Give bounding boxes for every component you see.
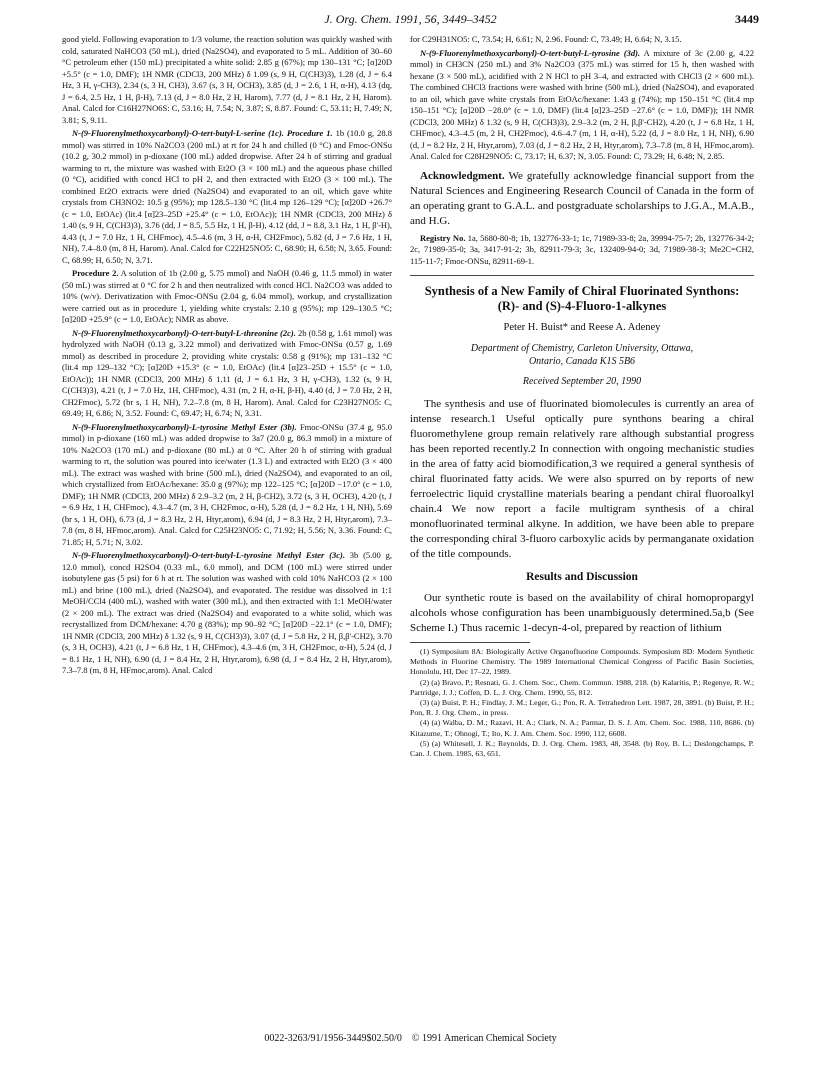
compound-heading: N-(9-Fluorenylmethoxycarbonyl)-O-tert-butyl-L-tyrosine (3d). [420,47,641,58]
paragraph [62,268,392,326]
results-paragraph: Our synthetic route is based on the availability of chiral homopropargyl alcohols whose configuration has been unambiguously determined.5a,b (See Scheme I.) Thus racemic 1-decyn-4-ol, prepared by reaction of lithium [410,592,754,634]
article-authors: Peter H. Buist* and Reese A. Adeney [503,322,661,333]
right-column [410,34,754,1016]
registry-heading: Registry No. [420,232,466,243]
article-divider [410,275,754,276]
left-column [62,34,392,1016]
page-number: 3449 [735,12,759,26]
references-list [410,647,754,759]
compound-heading: N-(9-Fluorenylmethoxycarbonyl)-L-tyrosine Methyl Ester (3b). [72,421,297,432]
compound-heading: N-(9-Fluorenylmethoxycarbonyl)-O-tert-butyl-L-threonine (2c). [72,327,296,338]
acknowledgment [410,169,754,229]
paragraph-text: Fmoc-ONSu (37.4 g, 95.0 mmol) in p-dioxane (160 mL) was added dropwise to 3a7 (20.0 g, 86.3 mmol) in a mixture of 10% Na2CO3 (170 mL) and p-dioxane (80 mL) at 0 °C. After 20 h of stirring with gradual warming to rt, the solution was poured into ice/water (1.3 L) and extracted with Et2O (3 × 400 mL). The extract was washed with brine (500 mL), dried (Na2SO4), and evaporated to an oil, which crystallized from EtOAc/hexane: 35.0 g (97%); mp 122–125 °C; [α]20D −17.0° (c = 1.0, DMF); 1H NMR (CDCl3, 200 MHz) δ 2.9–3.2 (m, 2 H, β-CH2), 3.72 (s, 3 H, OCH3), 4.20 (t, J = 6.9 Hz, 1 H, CHFmoc), 4.3–4.7 (m, 3 H, CH2Fmoc, α-H), 5.28 (d, J = 8.2 Hz, 1 H, NH), 5.69 (br s, 1 H, OH), 6.73 (d, J = 8.3 Hz, 2 H, Htyr,arom), 6.94 (d, J = 8.3 Hz, 2 H, Htyr,arom), 7.3–7.8 (m, 8 H, HFmoc,arom). Anal. Calcd for C25H23NO5: C, 71.92; H, 5.56; N, 3.36. Found: C, 71.85; H, 5.71; N, 3.02. [62,421,392,547]
registry-text: 1a, 5680-80-8; 1b, 132776-33-1; 1c, 71989-33-8; 2a, 39994-75-7; 2b, 132776-34-2; 2c, 71989-35-0; 3a, 3417-91-2; 3b, 82911-79-3; 3c, 132409-94-0; 3d, 71989-38-3; Me2C=CH2, 115-11-7; Fmoc-ONSu, 82911-69-1. [410,232,754,266]
author-affiliation [410,342,754,368]
running-header [62,12,759,30]
acknowledgment-heading: Acknowledgment. [420,169,505,182]
paragraph [410,48,754,163]
acknowledgment-text: We gratefully acknowledge financial support from the Natural Sciences and Engineering Research Council of Canada in the form of an operating grant to G.A.L. and postgraduate scholarships to J.G.A., M.A.B., and H.G. [410,169,754,227]
reference-item: (5) (a) Whitesell, J. K.; Reynolds, D. J. Org. Chem. 1983, 48, 3548. (b) Roy, B. L.; Deslongchamps, P. Can. J. Chem. 1985, 63, 651. [410,738,754,759]
paragraph-text: A mixture of 3c (2.00 g, 4.22 mmol) in CH3CN (250 mL) and 3% Na2CO3 (375 mL) was stirred for 15 h, then washed with hexane (3 × 500 mL), acidified with 2 N HCl to pH 3–4, and extracted with CHCl3 (2 × 600 mL). The combined CHCl3 fractions were washed with brine (500 mL), dried (Na2SO4), and evaporated to an oil, which gave white crystals from EtOAc/hexane: 1.43 g (74%); mp 150–151 °C (lit.4 mp 150–151 °C); [α]20D −28.0° (c = 1.0, DMF) (lit.4 [α]23–25D −27.6° (c = 1.0, DMF)); 1H NMR (CDCl3, 200 MHz) δ 1.32 (s, 9 H, C(CH3)3), 2.9–3.2 (m, 2 H, β,β'-CH2), 4.20 (t, J = 6.8 Hz, 1 H, CHFmoc), 4.3–4.5 (m, 2 H, CH2Fmoc), 4.6–4.7 (m, 1 H, α-H), 5.22 (d, J = 8.0 Hz, 1 H, NH), 6.90 (d, J = 8.2 Hz, 2 H, Htyr,arom), 7.03 (d, J = 8.2 Hz, 2 H, Htyr,arom), 7.3–7.8 (m, 8 H, HFmoc,arom). Anal. Calcd for C28H29NO5: C, 73.17; H, 6.37; N, 3.05. Found: C, 73.29; H, 6.48; N, 2.85. [410,47,754,161]
affiliation-line: Ontario, Canada K1S 5B6 [528,355,636,367]
paragraph-text: 2b (0.58 g, 1.61 mmol) was hydrolyzed with NaOH (0.13 g, 3.22 mmol) and derivatized with Fmoc-ONSu (0.57 g, 1.69 mmol) as described in procedure 2, providing white crystals: 0.58 g (91%); mp 131–132 °C (lit.4 mp 129–132 °C); [α]20D +15.3° (c = 1.0, EtOAc) (lit.4 [α]23–25D + 15.5° (c = 1.0, EtOAc)); 1H NMR (CDCl3, 200 MHz) δ 1.11 (d, J = 6.1 Hz, 3 H, γ-CH3), 1.32 (s, 9 H, C(CH3)3), 4.21 (t, J = 7.0 Hz, 1H, CHFmoc), 4.31 (m, 2 H, α-H, β-H), 4.40 (d, J = 7.0 Hz, 2 H, CH2Fmoc), 5.72 (br s, 1 H, NH), 7.2–7.8 (m, 8 H, Harom). Anal. Calcd for C23H27NO5: C, 69.49; H, 6.86; N, 3.52. Found: C, 69.47; H, 6.74; N, 3.31. [62,327,392,418]
paragraph-text: 3b (5.00 g, 12.0 mmol), concd H2SO4 (0.33 mL, 6.0 mmol), and DCM (100 mL) were stirred under isobutylene gas (5 psi) for 6 h at rt. The solution was washed with cold 10% NaHCO3 (2 × 100 mL) and brine (100 mL), dried (Na2SO4), and evaporated. The residue was dissolved in 1:1 MeOH/CCl4 (400 mL), washed with water (300 mL), and then extracted with 1:1 MeOH/water (2 × 200 mL). The extract was dried (Na2SO4) and evaporated to a white solid, which was recrystallized from DCM/hexane: 4.70 g (83%); mp 90–92 °C; [α]20D −22.1° (c = 1.0, DMF); 1H NMR (CDCl3, 200 MHz) δ 1.32 (s, 9 H, C(CH3)3), 3.07 (d, J = 5.8 Hz, 2 H, β,β'-CH2), 3.70 (s, 3 H, OCH3), 4.21 (t, J = 6.8 Hz, 1 H, CHFmoc), 4.3–4.6 (m, 3 H, CH2Fmoc, α-H), 5.24 (d, J = 8.1 Hz, 1 H, NH), 6.90 (d, J = 8.4 Hz, 2 H, Htyr,arom), 6.98 (d, J = 8.4 Hz, 2 H, Htyr,arom), 7.3–7.8 (m, 8 H, HFmoc,arom). Anal. Calcd [62,550,392,675]
intro-paragraph: The synthesis and use of fluorinated biomolecules is currently an area of intense research.1 Useful optically pure synthons bearing a chiral fluoromethylene group remain relatively rare although substantial progress has been reported recently.2 In connection with ongoing mechanistic studies in the area of fatty acid biomodification,3 we required a general synthesis of chiral fluorinated fatty acids. We were also spurred on by reports of new ferroelectric liquid crystalline materials bearing a pendant chiral fluoroalkyl chain.4 We now report a facile multigram synthesis of a chiral monofluorinated terminal alkyne. In addition, we have been able to prepare the corresponding chiral 3-fluoro carboxylic acids by permanganate oxidation of the title compounds. [410,398,754,560]
procedure-heading: Procedure 2. [72,268,119,278]
reference-item: (3) (a) Buist, P. H.; Findlay, J. M.; Leger, G.; Pon, R. A. Tetrahedron Lett. 1987, 28, 3891. (b) Buist, P. H.; Pon, R. J. Org. Chem., in press. [410,698,754,718]
reference-item: (1) Symposium 8A: Biologically Active Organofluorine Compounds. Symposium 8D: Modern Synthetic Methods in Fluorine Chemistry. The 1989 International Chemical Congress of Pacific Basin Societies, Honolulu, HI, Dec 17–22, 1989. [410,647,754,677]
reference-item: (4) (a) Walba, D. M.; Razavi, H. A.; Clark, N. A.; Parmar, D. S. J. Am. Chem. Soc. 1988, 110, 8686. (b) Kitazume, T.; Ohnogi, T.; Ito, K. J. Am. Chem. Soc. 1990, 112, 6608. [410,718,754,738]
paragraph [62,550,392,677]
paragraph-text: 1b (10.0 g, 28.8 mmol) was stirred in 10% Na2CO3 (200 mL) at rt for 24 h and chilled (0 °C) and Fmoc-ONSu (10.2 g, 30.2 mmol) in p-dioxane (100 mL) added dropwise. After 24 h of stirring and gradual warming to rt, the mixture was washed with Et2O (3 × 100 mL) and the aqueous phase chilled (0 °C), acidified with concd HCl to pH 2, and then extracted with Et2O (3 × 100 mL). The combined Et2O extracts were dried (Na2SO4) and evaporated to an oil, which gave white crystals from CH3NO2: 10.5 g (95%); mp 128.5–130 °C (lit.4 mp 126–129 °C); [α]20D +26.7° (c = 1.0, EtOAc) (lit.4 [α]23–25D +25.4° (c = 1.0, EtOAc)); 1H NMR (CDCl3, 200 MHz) δ 1.40 (s, 9 H, C(CH3)3), 3.76 (dd, J = 8.5, 5.5 Hz, 1 H, β-H), 4.12 (dd, J = 8.8, 3.1 Hz, 1 H, β'-H), 4.43 (t, J = 7.0 Hz, 1 H, CHFmoc), 4.5–4.6 (m, 3 H, α-H, CH2Fmoc), 5.82 (d, J = 7.6 Hz, 1 H, NH), 7.4–8.0 (m, 8 H, Harom). Anal. Calcd for C22H25NO5: C, 68.90; H, 6.58; N, 3.65. Found: C, 68.99; H, 6.50; N, 3.71. [62,128,392,265]
article-title: Synthesis of a New Family of Chiral Fluorinated Synthons: (R)- and (S)-4-Fluoro-1-alkynes [424,284,740,313]
article-body [410,397,754,636]
compound-heading: N-(9-Fluorenylmethoxycarbonyl)-O-tert-butyl-L-serine (1c). Procedure 1. [72,128,333,138]
publication-code: 0022-3263/91/1956-3449$02.50/0 [264,1033,402,1044]
references-divider [410,642,530,643]
page-footer [62,1033,759,1044]
section-heading: Results and Discussion [526,571,638,583]
paragraph: good yield. Following evaporation to 1/3 volume, the reaction solution was quickly washed with cold, saturated NaHCO3 (50 mL), dried (Na2SO4), and evaporated to 5 mL. Addition of 30–60 °C petroleum ether (150 mL) precipitated a white solid: 2.85 g (67%); mp 130–131 °C; [α]20D +5.5° (c = 1.0, DMF); 1H NMR (CDCl3, 200 MHz) δ 1.09 (s, 9 H, C(CH3)3), 1.28 (d, J = 6.4 Hz, 3 H, γ-CH3), 2.34 (s, 3 H, CH3), 3.67 (s, 3 H, OCH3), 3.85 (d, J = 2.6, 1 H, α-H), 4.13 (dq, J = 6.4, 2.5 Hz, 1 H, β-H), 7.13 (d, J = 8.0 Hz, 2 H, Harom), 7.77 (d, J = 8.1 Hz, 2 H, Harom). Anal. Calcd for C16H27NO6S: C, 53.16; H, 7.54; N, 3.87; S, 8.87. Found: C, 53.11; H, 7.49; N, 3.81; S, 9.11. [62,34,392,125]
paragraph-text: A solution of 1b (2.00 g, 5.75 mmol) and NaOH (0.46 g, 11.5 mmol) in water (50 mL) was stirred at 0 °C for 2 h and then neutralized with concd HCl. Na2CO3 was added to 10% (w/v). Derivatization with Fmoc-ONSu (2.04 g, 6.04 mmol), workup, and crystallization were carried out as in procedure 1, yielding white crystals: 2.10 g (95%); mp 129–130.5 °C; [α]20D +25.9° (c = 1.0, EtOAc); NMR as above. [62,268,392,324]
compound-heading: N-(9-Fluorenylmethoxycarbonyl)-O-tert-butyl-L-tyrosine Methyl Ester (3c). [72,550,345,560]
received-date: Received September 20, 1990 [522,375,642,387]
affiliation-line: Department of Chemistry, Carleton University, Ottawa, [470,342,694,354]
journal-citation: J. Org. Chem. 1991, 56, 3449–3452 [324,12,497,26]
paragraph [62,328,392,420]
copyright-notice: © 1991 American Chemical Society [411,1033,557,1044]
registry-numbers [410,233,754,268]
reference-item: (2) (a) Bravo, P.; Resnati, G. J. Chem. Soc., Chem. Commun. 1988, 218. (b) Kalaritis, P.; Regenye, R. W.; Partridge, J. J.; Coffen, D. L. J. Org. Chem. 1990, 55, 812. [410,677,754,697]
paragraph: for C29H31NO5: C, 73.54; H, 6.61; N, 2.96. Found: C, 73.49; H, 6.64; N, 3.15. [410,34,682,44]
paragraph [62,128,392,266]
paragraph [62,422,392,549]
